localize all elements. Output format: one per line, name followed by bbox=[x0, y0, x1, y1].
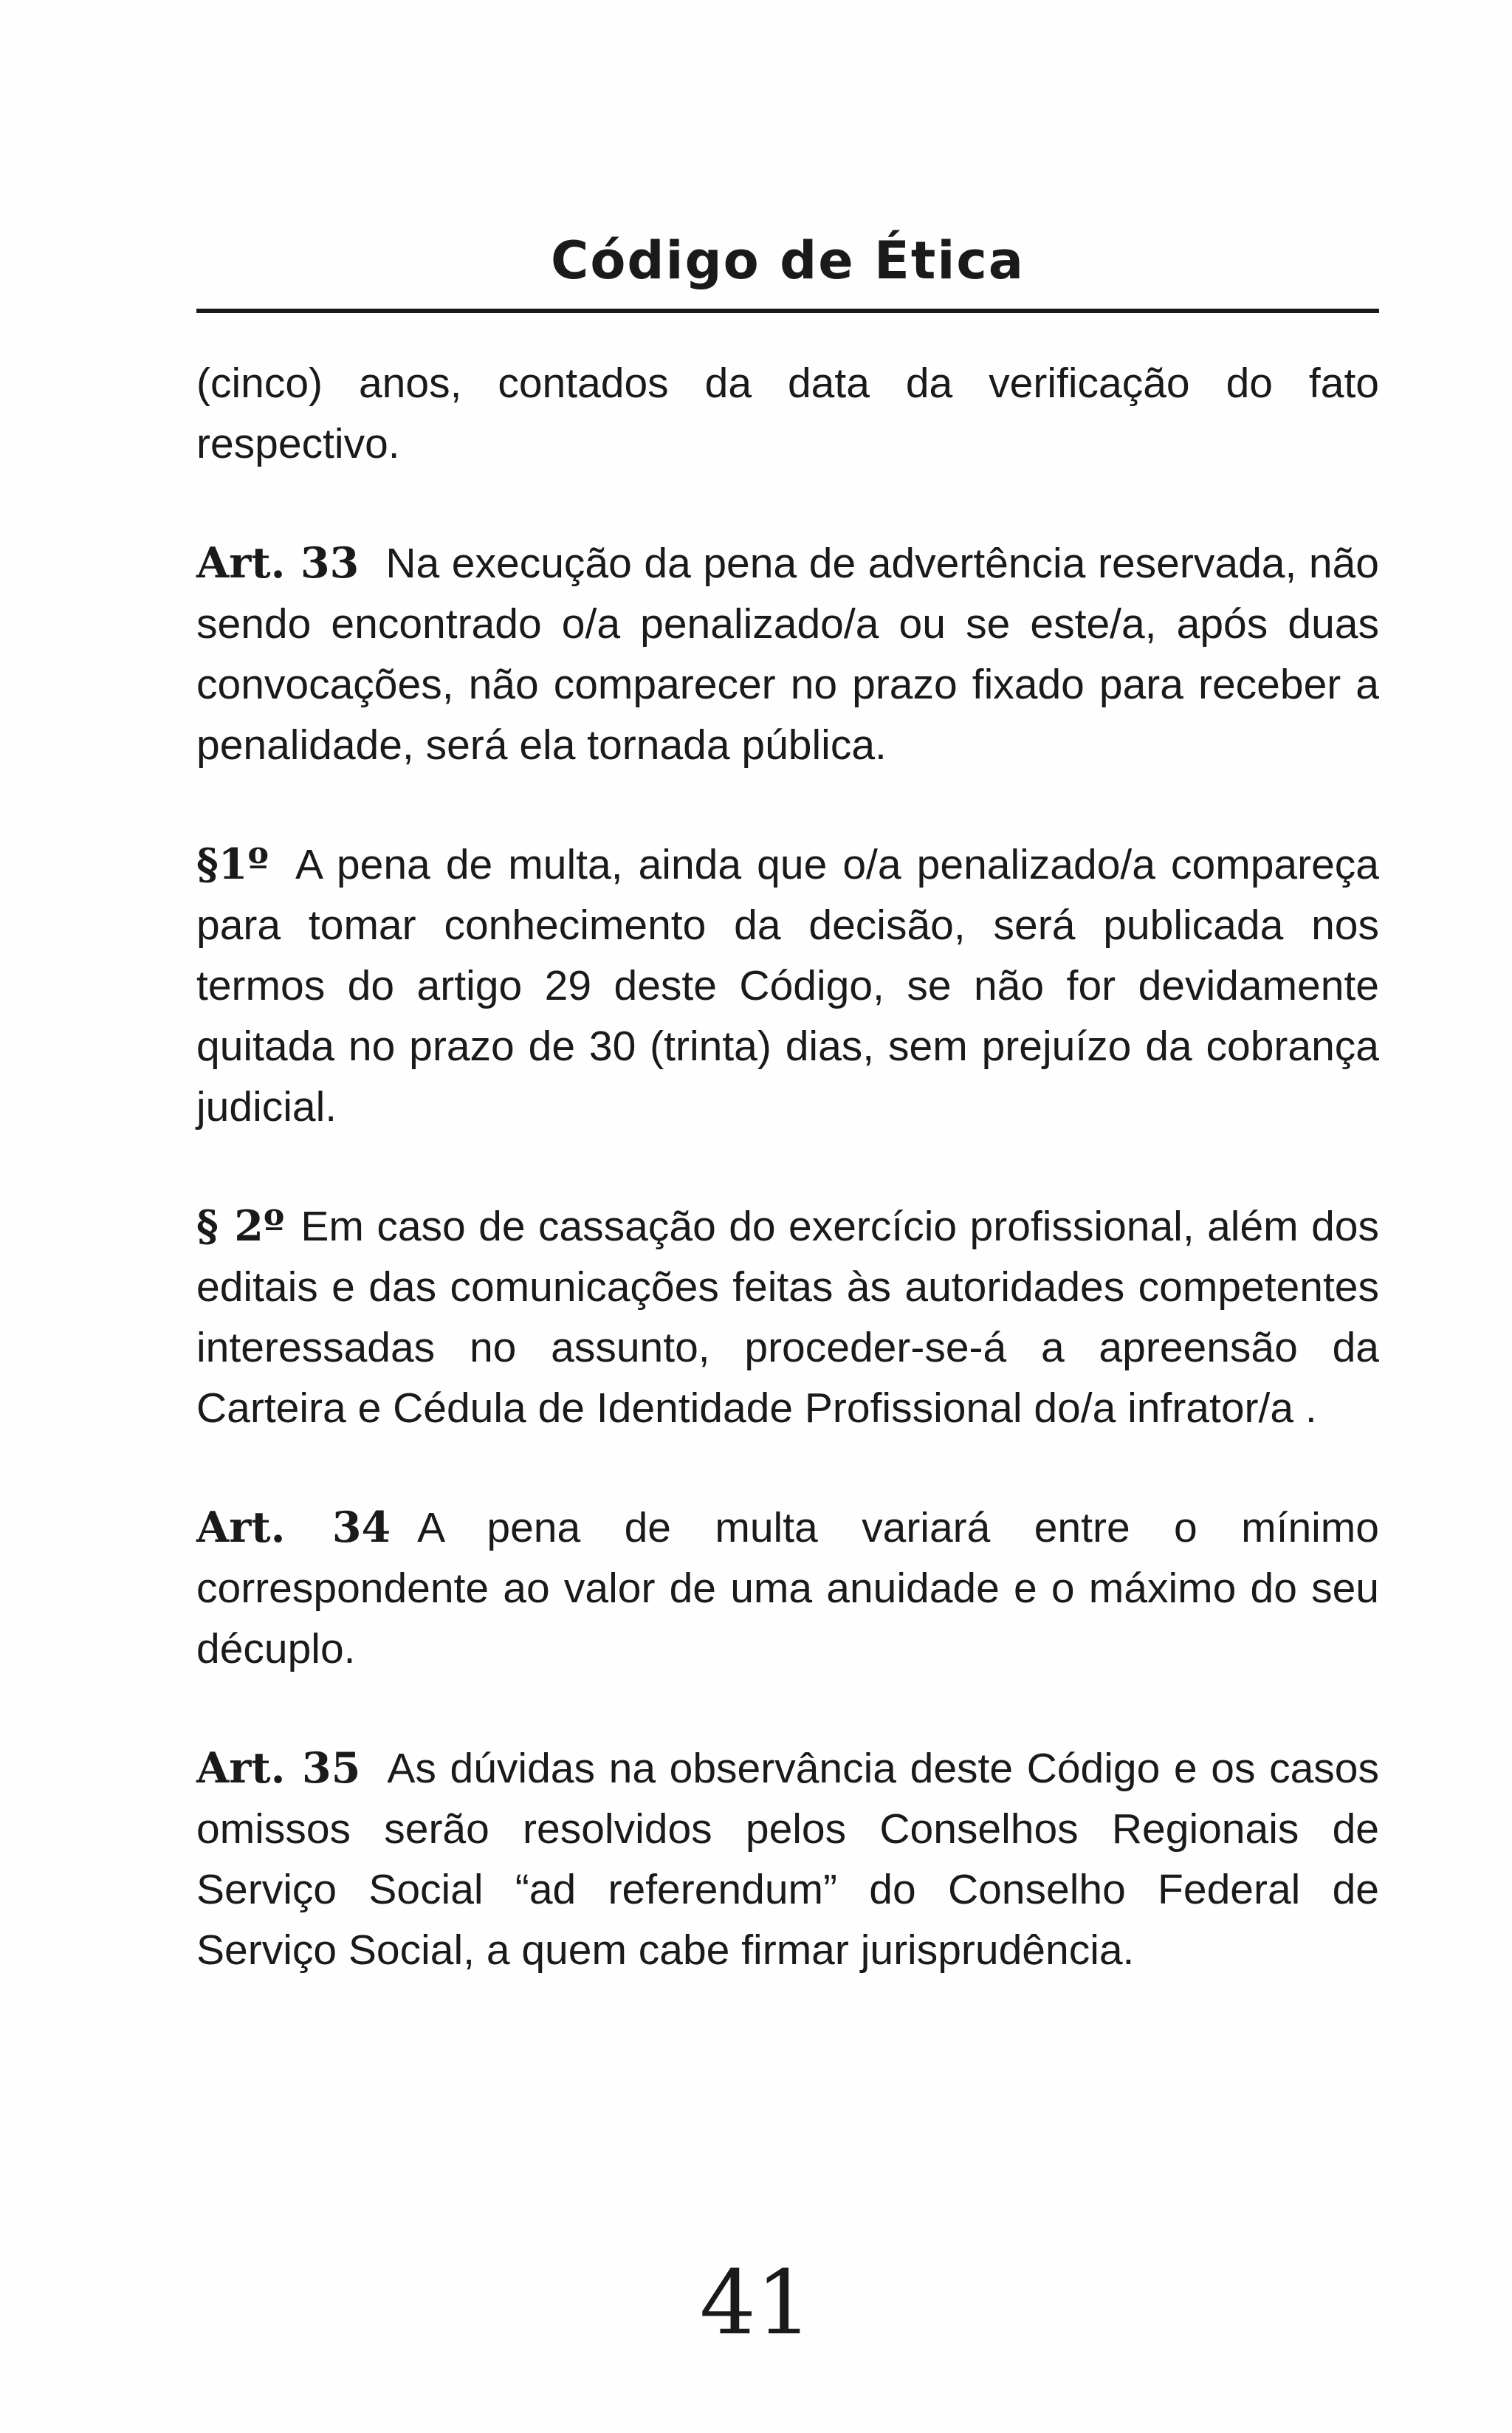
paragraph-text: Em caso de cassação do exercício profissional, além dos editais e das comunicações feitas às autoridades competentes interessadas no assunto, proceder-se-á a apreensão da Carteira e Cédula de Identidade Profissional do/a infrator/a . bbox=[196, 1203, 1379, 1432]
paragraph-text: (cinco) anos, contados da data da verificação do fato respectivo. bbox=[196, 360, 1379, 467]
paragraph-continuation bbox=[196, 353, 1379, 474]
page-header-title: Código de Ética bbox=[550, 230, 1025, 291]
header-divider bbox=[196, 309, 1379, 313]
paragraph-text: Na execução da pena de advertência reservada, não sendo encontrado o/a penalizado/a ou se este/a, após duas convocações, não comparecer no prazo fixado para receber a penalidade, será ela tornada pública. bbox=[196, 540, 1379, 769]
paragraph-text: A pena de multa, ainda que o/a penalizado/a compareça para tomar conhecimento da decisão, será publicada nos termos do artigo 29 deste Código, se não for devidamente quitada no prazo de 30 (trinta) dias, sem prejuízo da cobrança judicial. bbox=[196, 841, 1379, 1130]
paragraph-section-1 bbox=[196, 834, 1379, 1137]
paragraph-text: As dúvidas na observância deste Código e os casos omissos serão resolvidos pelos Conselhos Regionais de Serviço Social “ad referendum” do Conselho Federal de Serviço Social, a quem cabe firmar jurisprudência. bbox=[196, 1745, 1379, 1974]
section-label: § 2º bbox=[196, 1201, 285, 1251]
paragraph-art-35 bbox=[196, 1738, 1379, 1980]
article-label: Art. 33 bbox=[196, 538, 360, 588]
paragraph-art-33 bbox=[196, 533, 1379, 775]
body-text bbox=[196, 353, 1379, 2039]
article-label: Art. 34 bbox=[196, 1503, 391, 1552]
section-label: §1º bbox=[196, 840, 269, 889]
paragraph-art-34 bbox=[196, 1497, 1379, 1679]
article-label: Art. 35 bbox=[196, 1743, 361, 1793]
page-number: 41 bbox=[699, 2252, 813, 2355]
paragraph-section-2 bbox=[196, 1196, 1379, 1438]
paragraph-text: A pena de multa variará entre o mínimo correspondente ao valor de uma anuidade e o máximo do seu décuplo. bbox=[196, 1504, 1379, 1672]
